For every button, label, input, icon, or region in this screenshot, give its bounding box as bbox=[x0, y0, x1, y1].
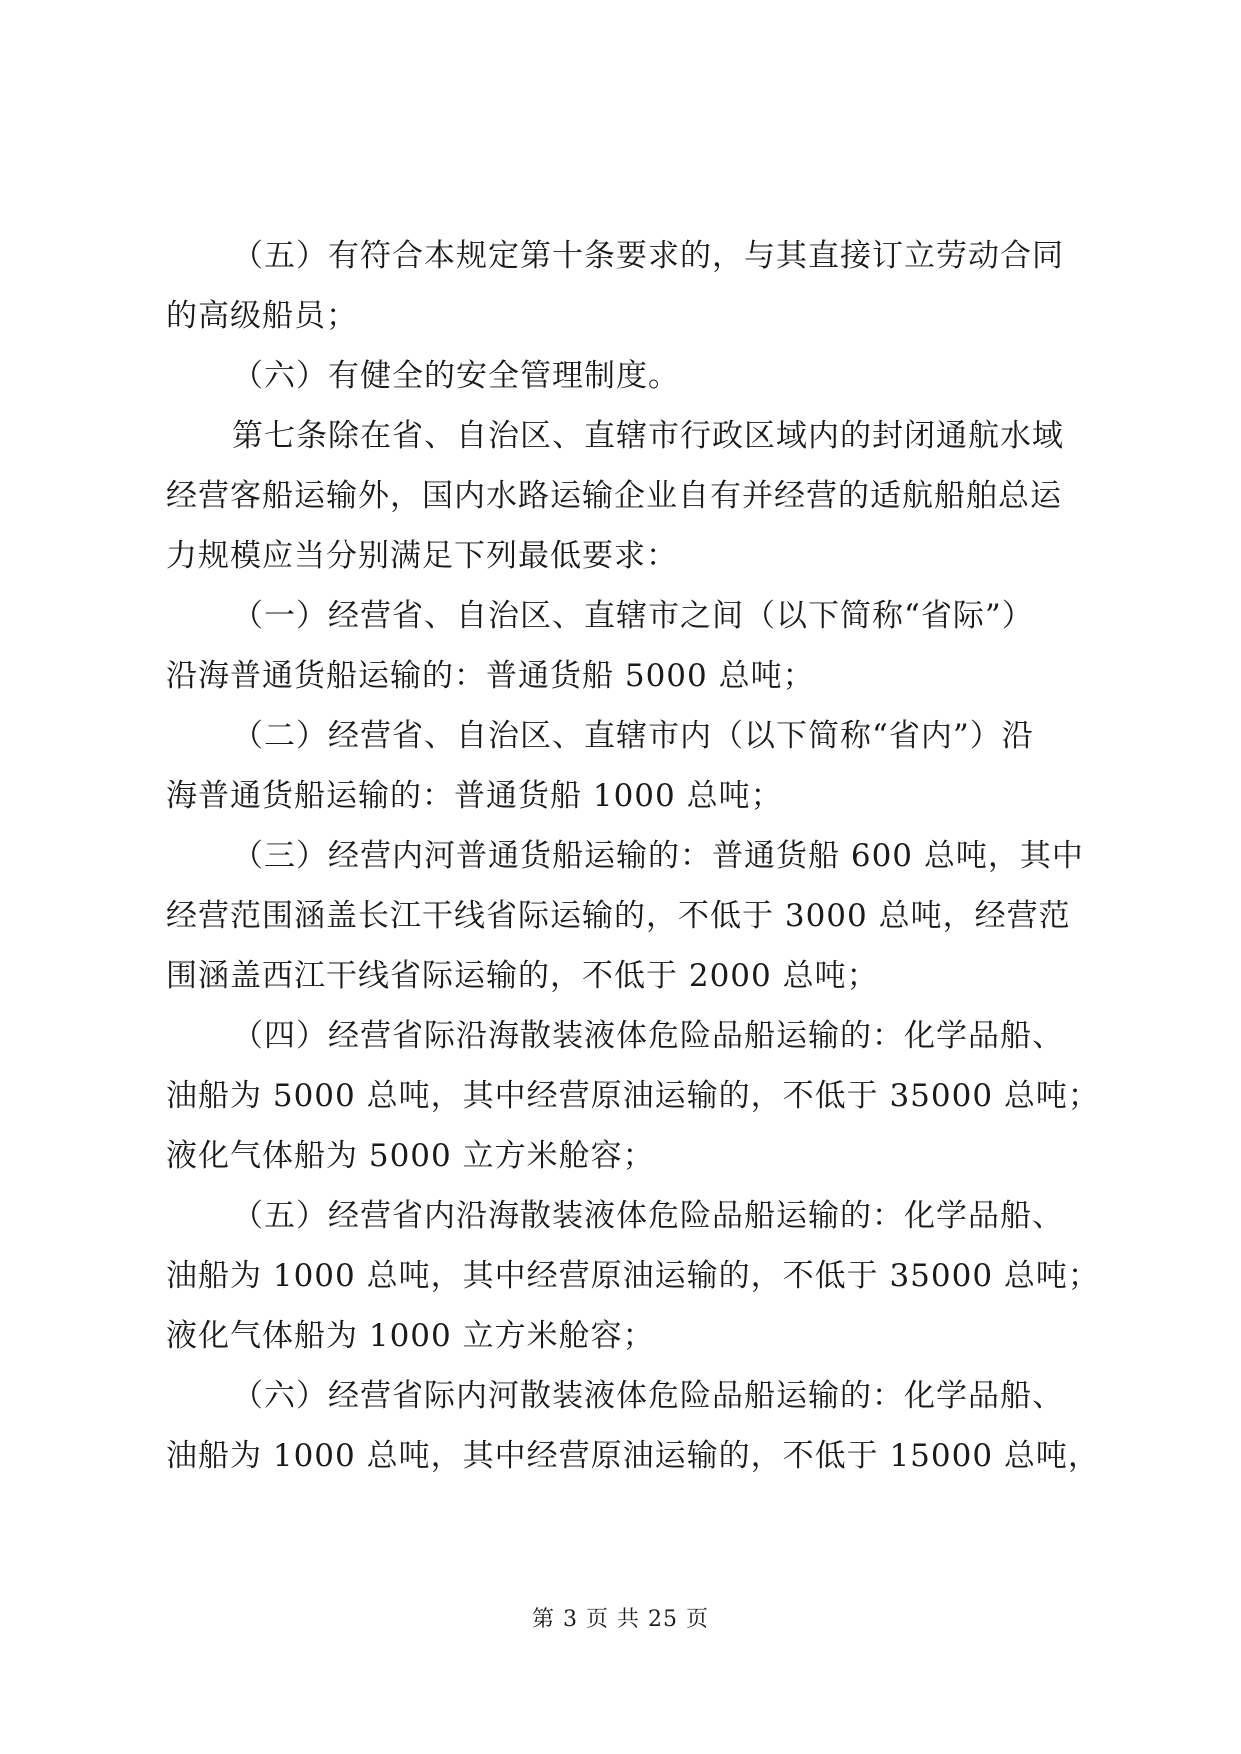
text-line: （四）经营省际沿海散装液体危险品船运输的：化学品船、 bbox=[232, 1018, 1064, 1054]
text-line: 经营范围涵盖长江干线省际运输的，不低于 3000 总吨，经营范 bbox=[166, 898, 1071, 934]
text-line: 油船为 1000 总吨，其中经营原油运输的，不低于 35000 总吨； bbox=[166, 1258, 1100, 1294]
text-line: （五）经营省内沿海散装液体危险品船运输的：化学品船、 bbox=[232, 1198, 1064, 1234]
text-line: （六）经营省际内河散装液体危险品船运输的：化学品船、 bbox=[232, 1378, 1064, 1414]
text-line: 海普通货船运输的：普通货船 1000 总吨； bbox=[166, 778, 783, 814]
text-line: （五）有符合本规定第十条要求的，与其直接订立劳动合同 bbox=[232, 238, 1064, 274]
text-line: （一）经营省、自治区、直辖市之间（以下简称“省际”） bbox=[232, 598, 1034, 634]
text-line: 第七条除在省、自治区、直辖市行政区域内的封闭通航水域 bbox=[232, 418, 1064, 454]
text-line: 液化气体船为 1000 立方米舱容； bbox=[166, 1318, 655, 1354]
document-body bbox=[166, 226, 1100, 1486]
text-line: 经营客船运输外，国内水路运输企业自有并经营的适航船舶总运 bbox=[166, 478, 1062, 514]
page-number-footer: 第 3 页 共 25 页 bbox=[532, 1607, 709, 1632]
text-line: （六）有健全的安全管理制度。 bbox=[232, 358, 680, 394]
text-line: 的高级船员； bbox=[166, 298, 358, 334]
text-line: 油船为 1000 总吨，其中经营原油运输的，不低于 15000 总吨， bbox=[166, 1438, 1100, 1474]
text-line: 围涵盖西江干线省际运输的，不低于 2000 总吨； bbox=[166, 958, 879, 994]
text-line: （三）经营内河普通货船运输的：普通货船 600 总吨，其中 bbox=[232, 838, 1084, 874]
text-line: 力规模应当分别满足下列最低要求： bbox=[166, 538, 678, 574]
text-line: 沿海普通货船运输的：普通货船 5000 总吨； bbox=[166, 658, 815, 694]
text-line: 油船为 5000 总吨，其中经营原油运输的，不低于 35000 总吨； bbox=[166, 1078, 1100, 1114]
text-line: 液化气体船为 5000 立方米舱容； bbox=[166, 1138, 655, 1174]
text-line: （二）经营省、自治区、直辖市内（以下简称“省内”）沿 bbox=[232, 718, 1034, 754]
